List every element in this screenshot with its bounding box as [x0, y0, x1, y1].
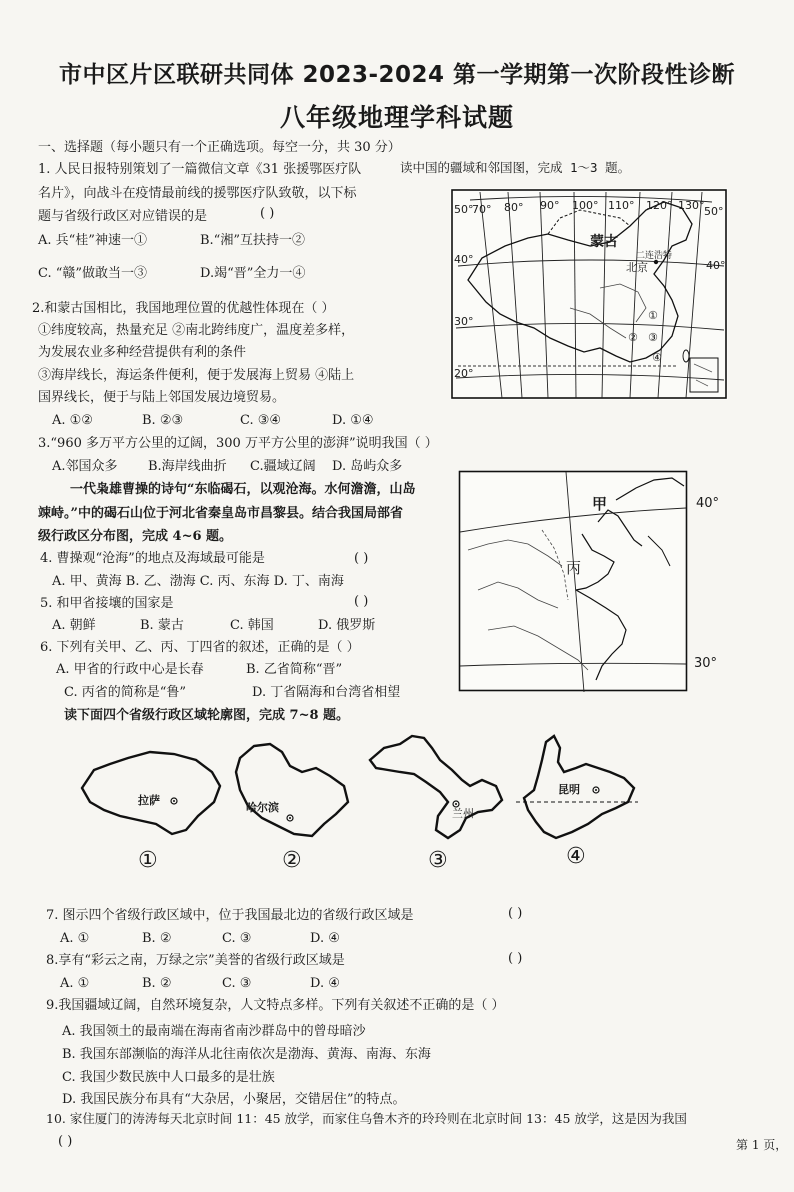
- q2-line2: ①纬度较高，热量充足 ②南北跨纬度广，温度差多样，: [38, 323, 355, 338]
- map1-caption: 读中国的疆域和邻国图，完成 1～3 题。: [400, 160, 631, 175]
- q8-option-d: D. ④: [310, 976, 340, 991]
- section-heading: 一、选择题（每小题只有一个正确选项。每空一分，共 30 分）: [38, 140, 401, 155]
- map1-beijing-label: 北京: [626, 261, 648, 274]
- q5-option-d: D. 俄罗斯: [318, 618, 376, 633]
- q6-option-b: B. 乙省简称“晋”: [246, 662, 343, 677]
- q1-option-d: D.竭“晋”全力一④: [200, 266, 306, 281]
- q4-options: A. 甲、黄海 B. 乙、渤海 C. 丙、东海 D. 丁、南海: [52, 574, 344, 589]
- intro78-line1: 读下面四个省级行政区域轮廓图，完成 7~8 题。: [64, 708, 350, 723]
- shape1-city-label: 拉萨: [138, 794, 160, 807]
- q8-option-a: A. ①: [60, 976, 90, 991]
- q9-line1: 9.我国疆域辽阔，自然环境复杂，人文特点多样。下列有关叙述不正确的是（ ）: [46, 998, 505, 1013]
- shape3-number: ③: [428, 848, 448, 873]
- q8-answer-paren: ( ): [508, 951, 523, 966]
- shape2-number: ②: [282, 848, 302, 873]
- q5-option-c: C. 韩国: [230, 618, 274, 633]
- q2-option-a: A. ①②: [52, 413, 93, 428]
- q1-line2: 名片》，向战斗在疫情最前线的援鄂医疗队致敬，以下标: [38, 186, 357, 201]
- intro46-line1: 一代枭雄曹操的诗句“东临碣石，以观沧海。水何澹澹，山岛: [70, 482, 416, 497]
- map2-province-jia: 甲: [592, 495, 608, 513]
- q6-line1: 6. 下列有关甲、乙、丙、丁四省的叙述，正确的是（ ）: [40, 640, 360, 655]
- map1-mark-1: ①: [648, 309, 658, 322]
- q6-option-d: D. 丁省隔海和台湾省相望: [252, 685, 401, 700]
- q5-answer-paren: ( ): [354, 594, 369, 609]
- provinces-map: [458, 470, 720, 692]
- map1-lon-120: 120°: [646, 199, 673, 212]
- q2-line4: ③海岸线长，海运条件便利，便于发展海上贸易 ④陆上: [38, 368, 355, 383]
- map1-lat-40-right: 40°: [706, 259, 726, 272]
- map1-lon-110: 110°: [608, 199, 635, 212]
- q5-option-a: A. 朝鲜: [52, 618, 96, 633]
- q3-option-c: C.疆域辽阔: [250, 459, 316, 474]
- map1-lat-40-left: 40°: [454, 253, 474, 266]
- q10-line1: 10. 家住厦门的涛涛每天北京时间 11：45 放学，而家住乌鲁木齐的玲玲则在北京时间 13：45 放学，这是因为我国: [46, 1111, 687, 1126]
- q3-option-a: A.邻国众多: [52, 459, 118, 474]
- q9-option-c: C. 我国少数民族中人口最多的是壮族: [62, 1070, 275, 1085]
- exam-title: 市中区片区联研共同体 2023-2024 第一学期第一次阶段性诊断: [58, 62, 736, 88]
- map1-mark-4: ④: [652, 351, 662, 364]
- q6-option-a: A. 甲省的行政中心是长春: [56, 662, 204, 677]
- q2-option-d: D. ①④: [332, 413, 374, 428]
- q7-answer-paren: ( ): [508, 906, 523, 921]
- q2-line5: 国界线长，便于与陆上邻国发展边境贸易。: [38, 390, 286, 405]
- province-outline-gansu: [366, 730, 506, 842]
- q4-answer-paren: ( ): [354, 551, 369, 566]
- q5-option-b: B. 蒙古: [140, 618, 184, 633]
- q6-option-c: C. 丙省的简称是“鲁”: [64, 685, 187, 700]
- map1-lon-130: 130°: [678, 199, 705, 212]
- map1-lat-30-left: 30°: [454, 315, 474, 328]
- shape4-city-label: 昆明: [558, 783, 580, 796]
- q8-line1: 8.享有“彩云之南，万绿之宗”美誉的省级行政区域是: [46, 953, 345, 968]
- q4-line1: 4. 曹操观“沧海”的地点及海域最可能是: [40, 551, 265, 566]
- q1-answer-paren: ( ): [260, 206, 275, 221]
- q7-option-c: C. ③: [222, 931, 252, 946]
- map1-lon-70: 70°: [472, 203, 492, 216]
- q2-line1: 2.和蒙古国相比，我国地理位置的优越性体现在（ ）: [32, 301, 335, 316]
- map1-lon-100: 100°: [572, 199, 599, 212]
- map1-mark-2: ②: [628, 331, 638, 344]
- map1-lat-50-right: 50°: [704, 205, 724, 218]
- shape2-city-label: 哈尔滨: [246, 801, 279, 814]
- q1-option-c: C. “赣”做敢当一③: [38, 266, 148, 281]
- map2-lat-30: 30°: [694, 656, 718, 671]
- exam-subtitle: 八年级地理学科试题: [279, 103, 514, 132]
- province-outline-heilongjiang: [232, 740, 352, 842]
- q7-option-d: D. ④: [310, 931, 340, 946]
- q2-option-c: C. ③④: [240, 413, 282, 428]
- q1-option-b: B.“湘”互扶持一②: [200, 233, 305, 248]
- q3-option-d: D. 岛屿众多: [332, 459, 403, 474]
- q8-option-c: C. ③: [222, 976, 252, 991]
- q7-line1: 7. 图示四个省级行政区域中，位于我国最北边的省级行政区域是: [46, 908, 414, 923]
- page-number: 第 1 页，: [736, 1138, 788, 1152]
- q5-line1: 5. 和甲省接壤的国家是: [40, 596, 174, 611]
- q7-option-b: B. ②: [142, 931, 172, 946]
- q3-line1: 3.“960 多万平方公里的辽阔，300 万平方公里的澎湃”说明我国（ ）: [38, 436, 438, 451]
- province-outline-tibet: [76, 746, 224, 842]
- map1-mark-3: ③: [648, 331, 658, 344]
- q2-line3: 为发展农业多种经营提供有利的条件: [38, 345, 247, 360]
- intro46-line3: 级行政区分布图，完成 4~6 题。: [38, 529, 233, 544]
- q7-option-a: A. ①: [60, 931, 90, 946]
- q9-option-b: B. 我国东部濒临的海洋从北往南依次是渤海、黄海、南海、东海: [62, 1047, 431, 1062]
- map1-lat-50-left: 50°: [454, 203, 474, 216]
- q1-line3: 题与省级行政区对应错误的是: [38, 209, 208, 224]
- q3-option-b: B.海岸线曲折: [148, 459, 227, 474]
- q2-option-b: B. ②③: [142, 413, 184, 428]
- china-territory-map: [450, 188, 728, 400]
- q10-answer-paren: ( ): [58, 1134, 73, 1149]
- q9-option-a: A. 我国领土的最南端在海南省南沙群岛中的曾母暗沙: [62, 1024, 366, 1039]
- intro46-line2: 竦峙。”中的碣石山位于河北省秦皇岛市昌黎县。结合我国局部省: [38, 506, 403, 521]
- map1-erlian-label: 二连浩特: [636, 251, 673, 261]
- map1-lon-80: 80°: [504, 201, 524, 214]
- q9-option-d: D. 我国民族分布具有“大杂居，小聚居，交错居住”的特点。: [62, 1092, 406, 1107]
- map2-province-bing: 丙: [566, 559, 582, 577]
- map1-lat-20-left: 20°: [454, 367, 474, 380]
- q8-option-b: B. ②: [142, 976, 172, 991]
- shape1-number: ①: [138, 848, 158, 873]
- q1-line1: 1. 人民日报特别策划了一篇微信文章《31 张援鄂医疗队: [38, 162, 362, 177]
- map2-lat-40: 40°: [696, 496, 720, 511]
- province-outline-yunnan: [514, 732, 640, 844]
- q1-option-a: A. 兵“桂”神速一①: [38, 233, 147, 248]
- shape3-city-label: 兰州: [452, 807, 474, 820]
- map1-mongolia-label: 蒙古: [590, 234, 618, 250]
- shape4-number: ④: [566, 844, 586, 869]
- map1-lon-90: 90°: [540, 199, 560, 212]
